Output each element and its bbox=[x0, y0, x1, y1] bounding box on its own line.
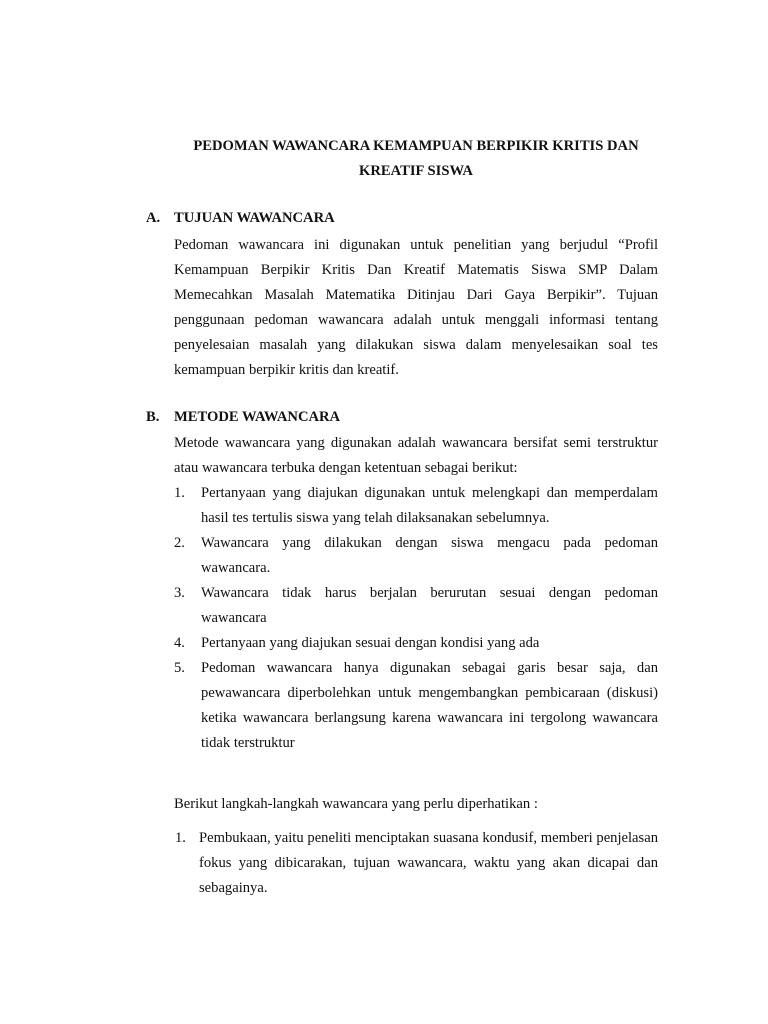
title-line-1: PEDOMAN WAWANCARA KEMAMPUAN BERPIKIR KRITIS DAN bbox=[193, 138, 639, 154]
section-a-letter: A. bbox=[146, 210, 161, 226]
section-a-paragraph: Pedoman wawancara ini digunakan untuk penelitian yang berjudul “Profil Kemampuan Berpikir Kritis Dan Kreatif Matematis Siswa SMP Dalam Memecahkan Masalah Matematika Ditinjau Dari Gaya Berpikir”. Tujuan penggunaan pedoman wawancara adalah untuk menggali informasi tentang penyelesaian masalah yang dilakukan siswa dalam menyelesaikan soal tes kemampuan berpikir kritis dan kreatif. bbox=[174, 237, 658, 378]
list-item-number: 1. bbox=[174, 485, 185, 501]
list-item bbox=[174, 631, 658, 656]
list-item-text: Wawancara tidak harus berjalan berurutan sesuai dengan pedoman wawancara bbox=[201, 585, 658, 626]
list-item-text: Pertanyaan yang diajukan sesuai dengan kondisi yang ada bbox=[201, 635, 540, 651]
section-a-title: TUJUAN WAWANCARA bbox=[174, 210, 335, 226]
list-item-number: 2. bbox=[174, 535, 185, 551]
list-item bbox=[174, 581, 658, 631]
section-b-title: METODE WAWANCARA bbox=[174, 409, 341, 425]
section-b-letter: B. bbox=[146, 409, 160, 425]
document-title bbox=[160, 134, 672, 184]
list-item-number: 5. bbox=[174, 660, 185, 676]
list-item bbox=[174, 656, 658, 756]
steps-list bbox=[175, 826, 658, 901]
list-item-number: 4. bbox=[174, 635, 185, 651]
title-line-2: KREATIF SISWA bbox=[359, 163, 473, 179]
section-b-intro: Metode wawancara yang digunakan adalah wawancara bersifat semi terstruktur atau wawancara terbuka dengan ketentuan sebagai berikut: bbox=[174, 435, 658, 476]
list-item-number: 1. bbox=[175, 830, 186, 846]
section-b-heading bbox=[146, 405, 340, 430]
list-item-text: Pembukaan, yaitu peneliti menciptakan suasana kondusif, memberi penjelasan fokus yang dibicarakan, tujuan wawancara, waktu yang akan dicapai dan sebagainya. bbox=[199, 830, 658, 896]
list-item bbox=[174, 481, 658, 531]
section-a-heading bbox=[146, 206, 335, 231]
method-list bbox=[174, 481, 658, 756]
list-item bbox=[174, 531, 658, 581]
steps-intro: Berikut langkah-langkah wawancara yang perlu diperhatikan : bbox=[174, 796, 538, 812]
list-item-text: Pedoman wawancara hanya digunakan sebagai garis besar saja, dan pewawancara diperbolehkan untuk mengembangkan pembicaraan (diskusi) ketika wawancara berlangsung karena wawancara ini tergolong wawancara tidak terstruktur bbox=[201, 660, 658, 751]
list-item-text: Pertanyaan yang diajukan digunakan untuk melengkapi dan memperdalam hasil tes tertulis siswa yang telah dilaksanakan sebelumnya. bbox=[201, 485, 658, 526]
list-item-number: 3. bbox=[174, 585, 185, 601]
list-item bbox=[175, 826, 658, 901]
list-item-text: Wawancara yang dilakukan dengan siswa mengacu pada pedoman wawancara. bbox=[201, 535, 658, 576]
